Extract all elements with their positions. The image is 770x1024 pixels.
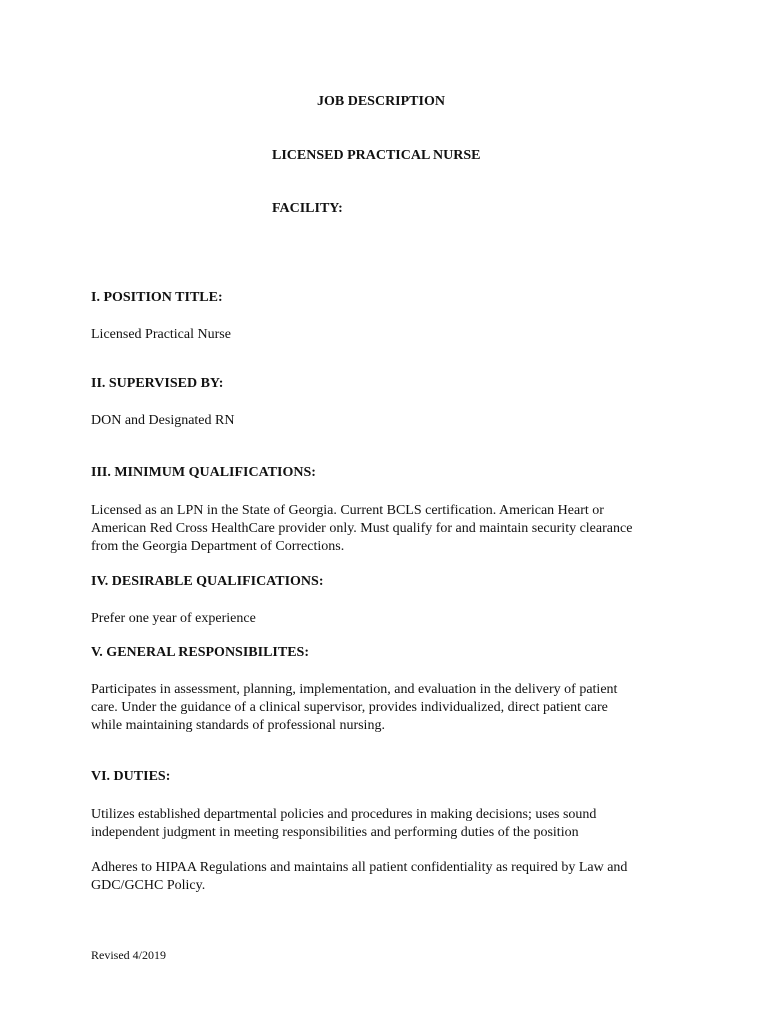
paragraph-line: Licensed Practical Nurse xyxy=(91,327,231,342)
section-title: V. GENERAL RESPONSIBILITES: xyxy=(91,645,309,660)
paragraph-line: GDC/GCHC Policy. xyxy=(91,878,206,893)
section-paragraph xyxy=(91,326,691,344)
section-title: II. SUPERVISED BY: xyxy=(91,376,224,391)
section-title: I. POSITION TITLE: xyxy=(91,290,223,305)
job-heading: LICENSED PRACTICAL NURSE xyxy=(272,148,481,163)
section-paragraph xyxy=(91,412,691,430)
paragraph-line: Participates in assessment, planning, implementation, and evaluation in the delivery of patient xyxy=(91,682,618,697)
paragraph-line: Prefer one year of experience xyxy=(91,611,256,626)
section-title: VI. DUTIES: xyxy=(91,769,171,784)
paragraph-line: Licensed as an LPN in the State of Georgia. Current BCLS certification. American Heart or xyxy=(91,503,604,518)
section-paragraph xyxy=(91,681,691,735)
paragraph-line: independent judgment in meeting responsibilities and performing duties of the position xyxy=(91,825,579,840)
section-paragraph xyxy=(91,859,691,895)
paragraph-line: Utilizes established departmental policies and procedures in making decisions; uses sound xyxy=(91,807,597,822)
section-paragraph xyxy=(91,610,691,628)
section-paragraph xyxy=(91,502,691,556)
paragraph-line: while maintaining standards of professional nursing. xyxy=(91,718,385,733)
section-title: III. MINIMUM QUALIFICATIONS: xyxy=(91,465,316,480)
section-title: IV. DESIRABLE QUALIFICATIONS: xyxy=(91,574,324,589)
paragraph-line: Adheres to HIPAA Regulations and maintains all patient confidentiality as required by Law and xyxy=(91,860,628,875)
paragraph-line: DON and Designated RN xyxy=(91,413,235,428)
revision-footer: Revised 4/2019 xyxy=(91,948,166,962)
paragraph-line: care. Under the guidance of a clinical supervisor, provides individualized, direct patient care xyxy=(91,700,608,715)
paragraph-line: American Red Cross HealthCare provider only. Must qualify for and maintain security clearance xyxy=(91,521,633,536)
document-title: JOB DESCRIPTION xyxy=(317,94,445,109)
paragraph-line: from the Georgia Department of Corrections. xyxy=(91,539,345,554)
section-paragraph xyxy=(91,806,691,842)
facility-label: FACILITY: xyxy=(272,201,343,216)
